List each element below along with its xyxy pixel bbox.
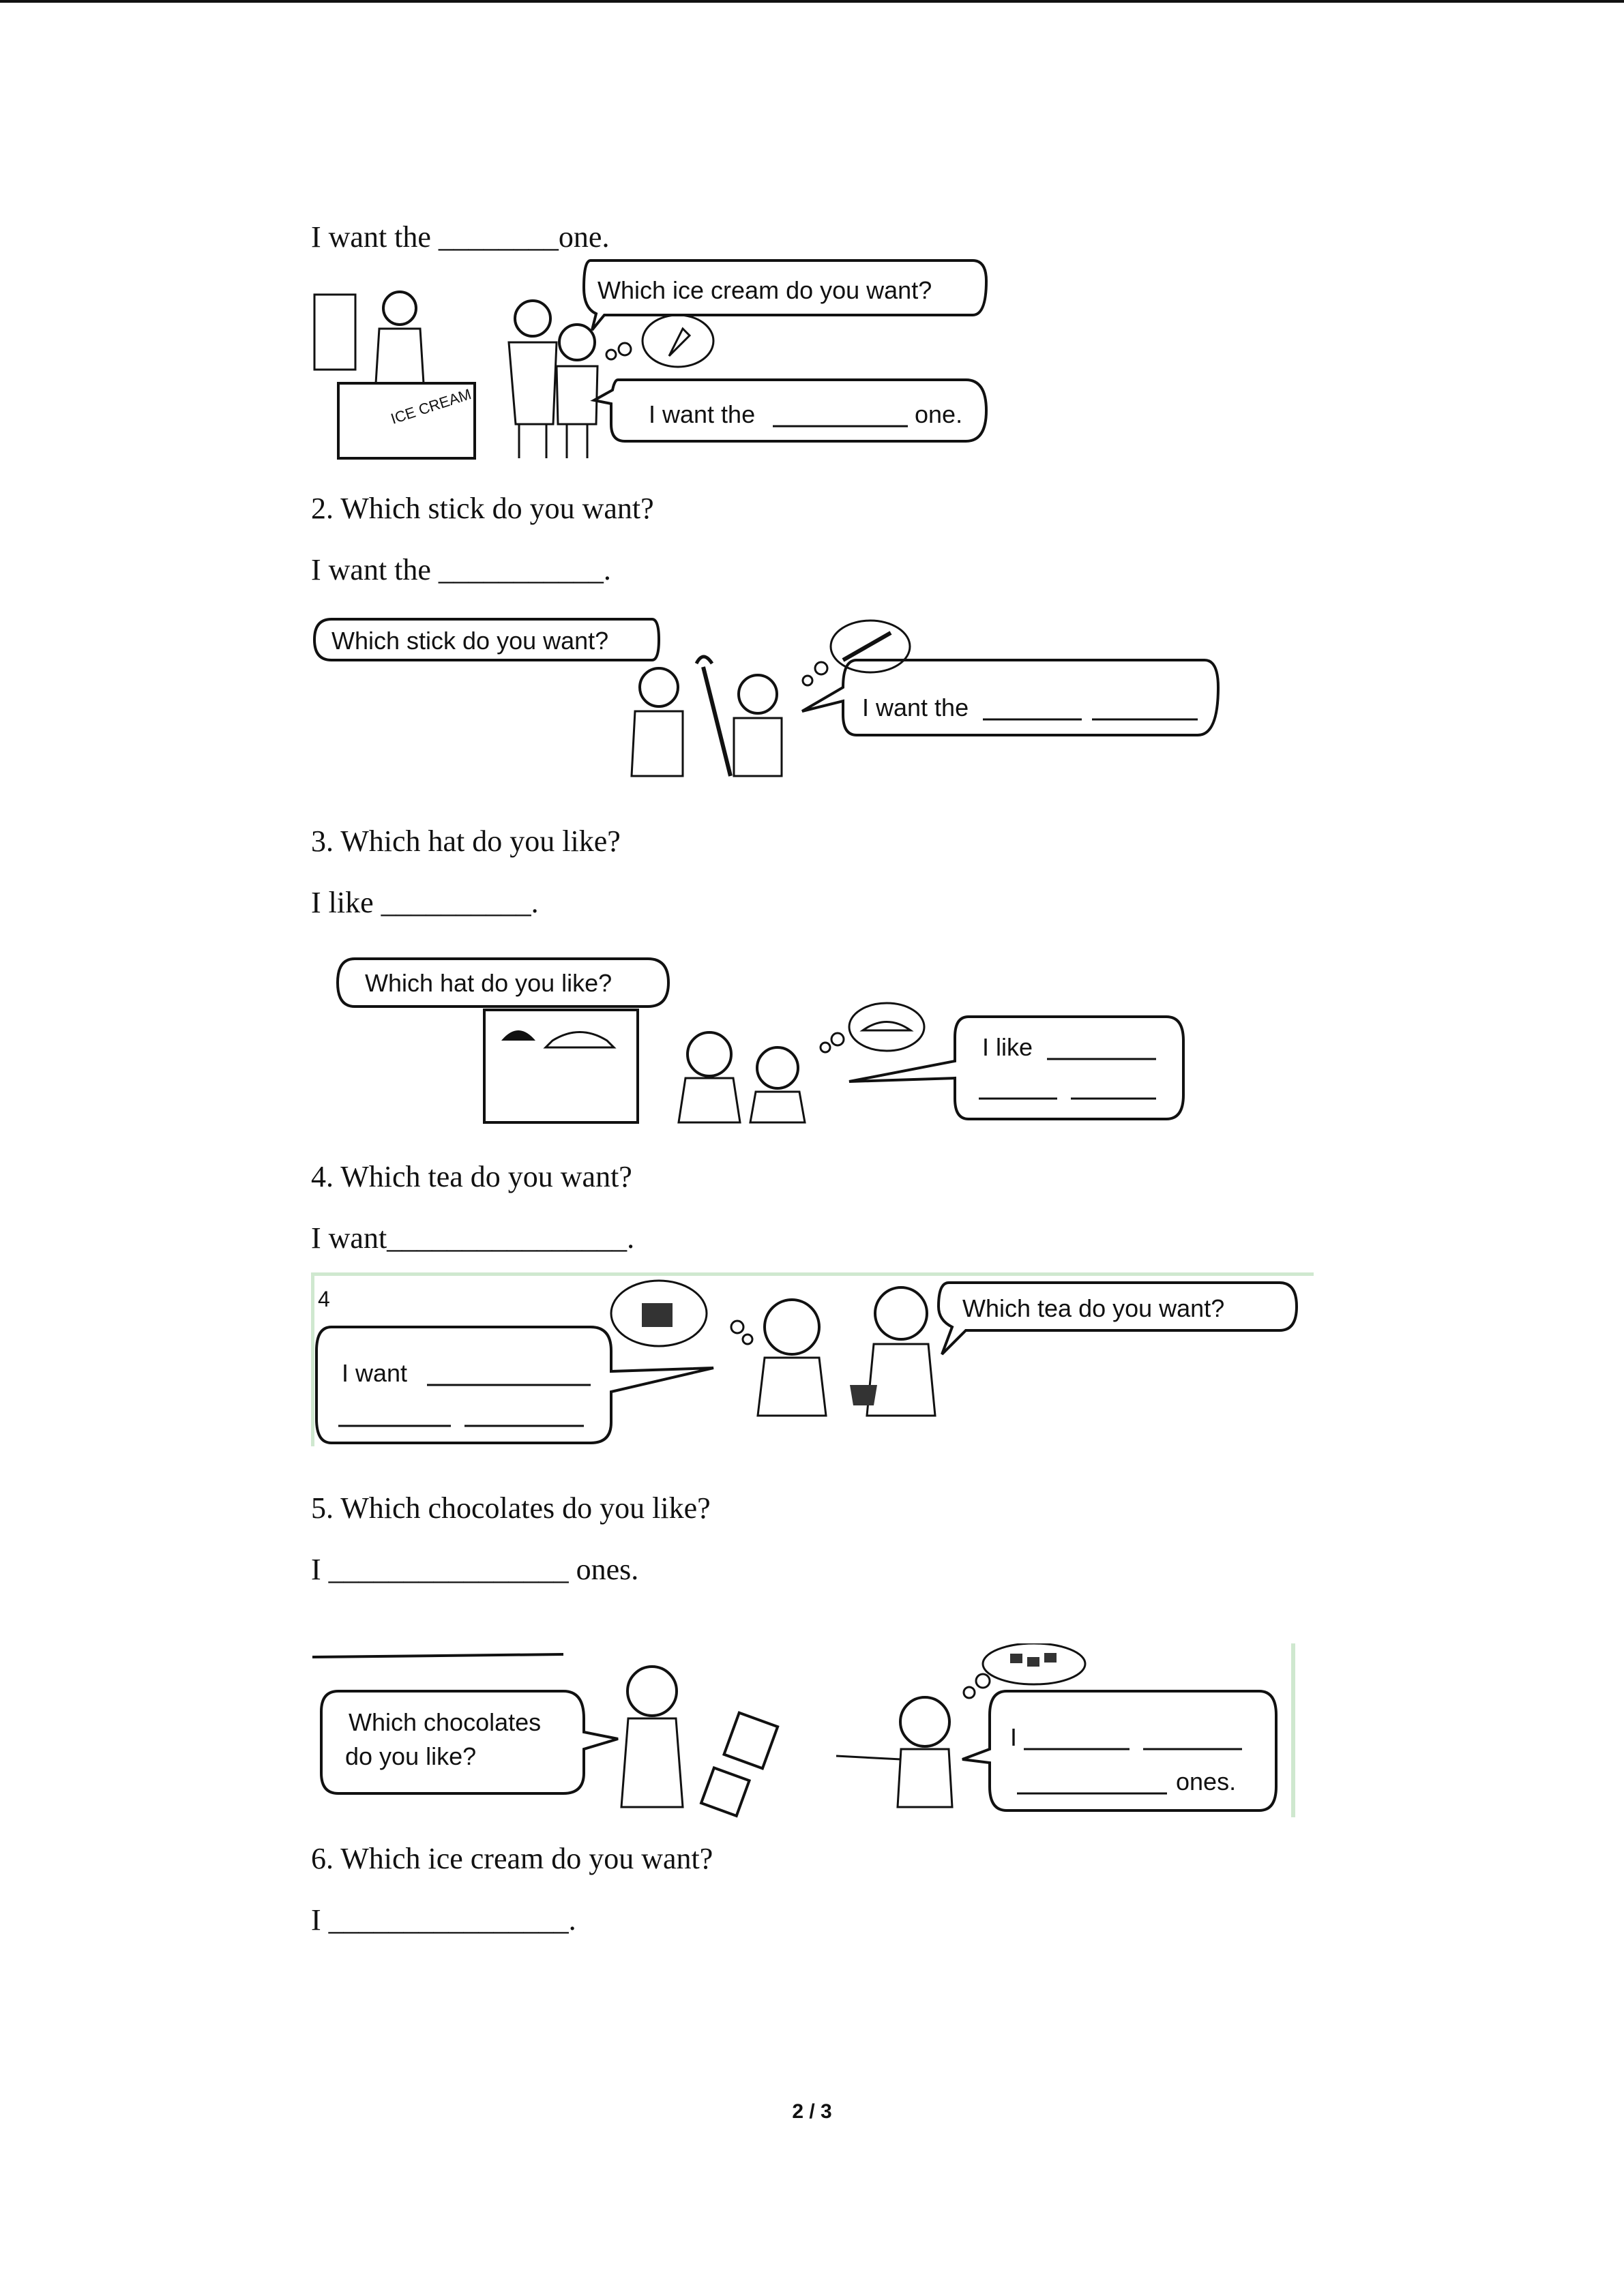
item-4-illustration bbox=[311, 1272, 1314, 1450]
item-5-answer: I ________________ ones. bbox=[311, 1553, 639, 1586]
item-1-question-bubble: Which ice cream do you want? bbox=[597, 276, 932, 304]
ice-cream-sign: ICE CREAM bbox=[388, 385, 473, 428]
page-number: 2 / 3 bbox=[792, 2100, 832, 2123]
item-3-illustration bbox=[334, 952, 1194, 1129]
item-4-answer-bubble: I want bbox=[342, 1359, 408, 1387]
item-5-question: 5. Which chocolates do you like? bbox=[311, 1491, 711, 1525]
item-2-answer: I want the ___________. bbox=[311, 553, 611, 586]
item-4-number: 4 bbox=[318, 1287, 330, 1311]
item-5-answer-bubble-start: I bbox=[1010, 1723, 1018, 1751]
item-3-question: 3. Which hat do you like? bbox=[311, 824, 621, 858]
item-2-question: 2. Which stick do you want? bbox=[311, 492, 654, 525]
item-5-illustration bbox=[311, 1643, 1300, 1821]
item-3-question-bubble: Which hat do you like? bbox=[365, 969, 612, 997]
item-2-answer-bubble: I want the bbox=[862, 694, 969, 721]
item-4-answer: I want________________. bbox=[311, 1221, 635, 1255]
item-2-illustration bbox=[311, 612, 1239, 790]
item-1-illustration bbox=[311, 254, 1034, 469]
page-top-border bbox=[0, 0, 1624, 3]
item-2-question-bubble: Which stick do you want? bbox=[331, 627, 609, 655]
item-5-answer-bubble-end: ones. bbox=[1176, 1768, 1237, 1795]
item-6-question: 6. Which ice cream do you want? bbox=[311, 1842, 713, 1875]
item-3-answer: I like __________. bbox=[311, 886, 539, 919]
item-5-question-bubble-line2: do you like? bbox=[345, 1742, 477, 1770]
item-4-question: 4. Which tea do you want? bbox=[311, 1160, 632, 1193]
item-1-answer-bubble-end: one. bbox=[915, 400, 963, 428]
item-3-answer-bubble: I like bbox=[982, 1033, 1033, 1061]
item-1-answer: I want the ________one. bbox=[311, 220, 610, 254]
item-1-answer-bubble-start: I want the bbox=[649, 400, 756, 428]
item-6-answer: I ________________. bbox=[311, 1903, 576, 1937]
item-5-question-bubble-line1: Which chocolates bbox=[349, 1708, 542, 1736]
item-4-question-bubble: Which tea do you want? bbox=[962, 1294, 1225, 1322]
